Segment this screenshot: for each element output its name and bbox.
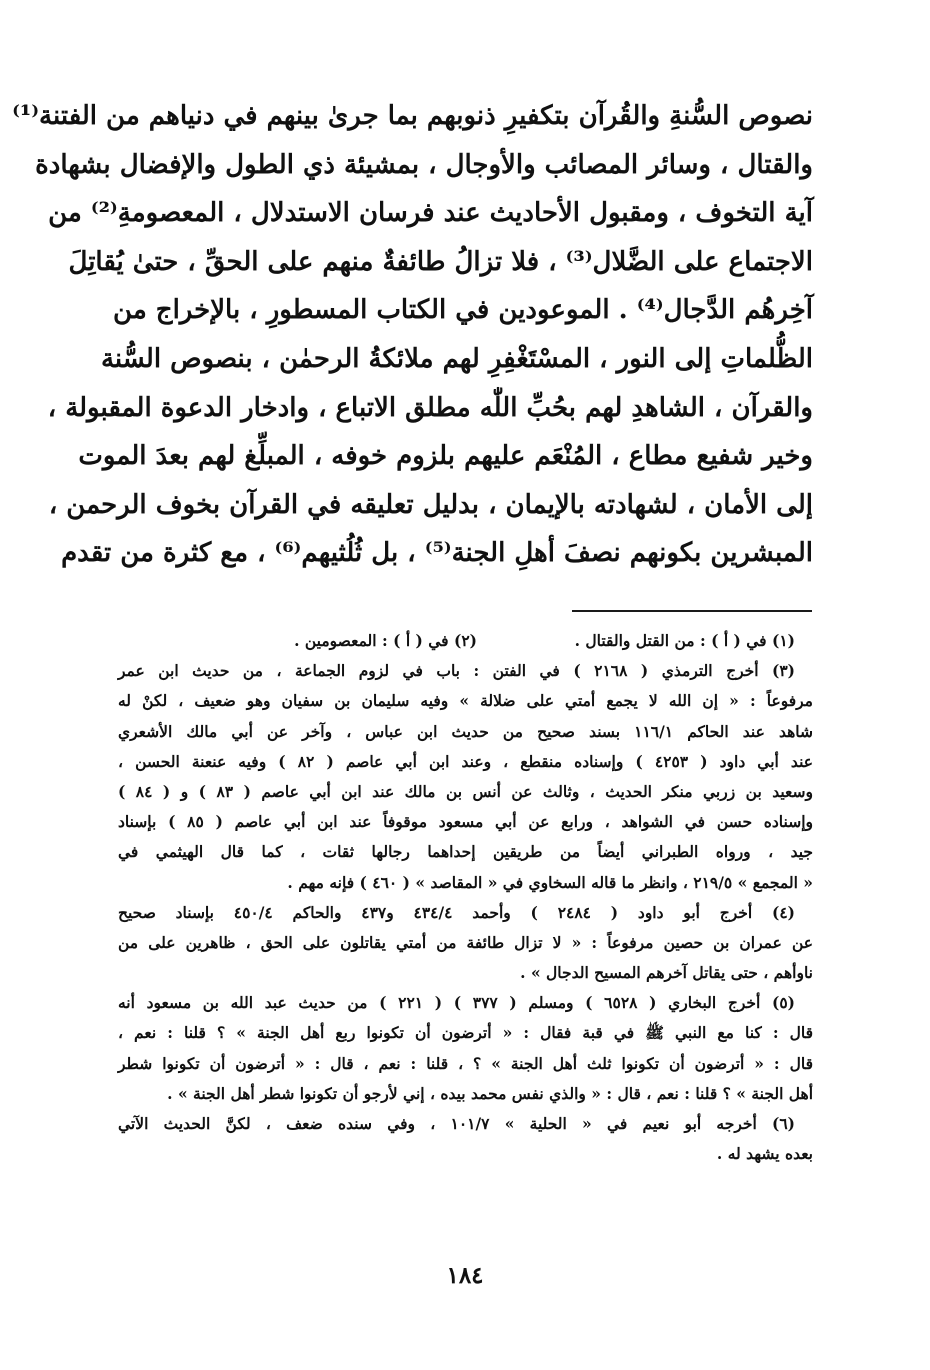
- footnote-6-line: (٦) أخرجه أبو نعيم في « الحلية » ١٠١/٧ ، وفي سنده ضعف ، لكنَّ الحديث الآتي: [118, 1114, 796, 1133]
- footnote-4: [118, 898, 813, 989]
- footnote-4-line: (٤) أخرج أبو داود ( ٢٤٨٤ ) وأحمد ٤٣٤/٤ و٤٣٧ والحاكم ٤٥٠/٤ بإسناد صحيح: [118, 902, 795, 922]
- main-text-body: [12, 92, 813, 578]
- main-text-line: وخير شفيع مطاع ، المُنْعَم عليهم بلزوم خوفه ، المبلِّغ لهم بعدَ الموت: [78, 441, 813, 472]
- footnote-3-line: عند أبي داود ( ٤٢٥٣ ) وإسناده منقطع ، وعند ابن أبي عاصم ( ٨٢ ) وفيه عنعنة الحسن ،: [118, 751, 813, 771]
- footnote-3-line: جيد ، ورواه الطبراني أيضاً من طريقين إحداهما رجالها ثقات ، كما قال الهيثمي في: [118, 842, 813, 862]
- footnote-2: (٢) في ( أ ) : المعصومين .: [294, 631, 477, 650]
- main-text-line: الظُّلماتِ إلى النور ، المسْتَغْفِرِ لهم ملائكةُ الرحمٰن ، بنصوص السُّنة: [100, 343, 813, 374]
- footnote-3-line: وإسناده حسن في الشواهد ، ورابع عن أبي مسعود موقوفاً عند ابن أبي عاصم ( ٨٥ ) بإسناد: [118, 812, 813, 832]
- main-text-line: والقرآن ، الشاهدِ لهم بحُبِّ اللّٰه مطلق الاتباع ، وادخار الدعوة المقبولة ،: [47, 392, 813, 423]
- footnote-5-line: قال : « أترضون أن تكونوا ثلث أهل الجنة » ؟ ، قلنا : نعم ، قال : « أترضون أن تكونوا شطر: [118, 1053, 813, 1073]
- footnote-4-line: ناوأهم ، حتى يقاتل آخرهم المسيح الدجال » .: [520, 963, 813, 983]
- main-text-line: آية التخوف ، ومقبول الأحاديث عند فرسان الاستدلال ، المعصومةِ⁽²⁾ من: [48, 198, 813, 229]
- main-text-line: آخِرهُم الدَّجال⁽⁴⁾ . الموعودين في الكتاب المسطورِ ، بالإخراج من: [113, 295, 813, 326]
- footnote-4-line: عن عمران بن حصين مرفوعاً : « لا تزال طائفة من أمتي يقاتلون على الحق ، ظاهرين على من: [118, 932, 813, 952]
- footnotes-section: [118, 626, 813, 1169]
- main-text-line: المبشرين بكونهم نصفَ أهلِ الجنة⁽⁵⁾ ، بل ثُلُثيهم⁽⁶⁾ ، مع كثرة من تقدم: [61, 538, 813, 569]
- footnote-1: (١) في ( أ ) : من القتل والقتال .: [574, 631, 795, 650]
- main-text-line: الاجتماع على الضَّلال⁽³⁾ ، فلا تزالُ طائفةٌ منهم على الحقِّ ، حتىٰ يُقاتِلَ: [68, 246, 813, 277]
- page-number: ١٨٤: [446, 1262, 484, 1289]
- main-text-line: نصوص السُّنةِ والقُرآن بتكفيرِ ذنوبهم بما جرىٰ بينهم في دنياهم من الفتنة⁽¹⁾: [12, 101, 813, 131]
- footnote-3-line: شاهد عند الحاكم ١١٦/١ بسند صحيح من حديث ابن عباس ، وآخر عن أبي مالك الأشعري: [118, 721, 813, 741]
- footnote-5-line: قال : كنا مع النبي ﷺ في قبة فقال : « أترضون أن تكونوا ربع أهل الجنة » ؟ قلنا : نعم ،: [118, 1023, 813, 1043]
- footnote-separator: [572, 610, 812, 612]
- main-text-line: إلى الأمان ، لشهادته بالإيمان ، بدليل تعليقه في القرآن بخوف الرحمن ،: [48, 489, 813, 520]
- footnote-3-line: مرفوعاً : « إن الله لا يجمع أمتي على ضلالة » وفيه سليمان بن سفيان وهو ضعيف ، لكنْ له: [118, 691, 813, 711]
- main-text-line: والقتال ، وسائر المصائب والأوجال ، بمشيئة ذي الطول والإفضال بشهادة: [35, 149, 813, 180]
- footnote-3: [118, 656, 813, 898]
- footnote-5: [118, 988, 813, 1109]
- footnote-row-1-2: [118, 626, 813, 656]
- footnote-5-line: (٥) أخرج البخاري ( ٦٥٢٨ ) ومسلم ( ٣٧٧ ) ( ٢٢١ ) من حديث عبد الله بن مسعود أنه: [118, 993, 795, 1013]
- footnote-6-line: بعده يشهد له .: [716, 1144, 813, 1164]
- footnote-3-line: (٣) أخرج الترمذي ( ٢١٦٨ ) في الفتن : باب في لزوم الجماعة ، من حديث ابن عمر: [118, 661, 795, 681]
- footnote-6: [118, 1109, 813, 1169]
- footnote-3-line: « المجمع » ٢١٩/٥ ، وانظر ما قاله السخاوي في « المقاصد » ( ٤٦٠ ) فإنه مهم .: [287, 872, 813, 892]
- footnote-5-line: أهل الجنة » ؟ قلنا : نعم ، قال : « والذي نفس محمد بيده ، إني لأرجو أن تكونوا شطر أهل الجنة » .: [167, 1083, 813, 1103]
- footnote-3-line: وسعيد بن زربي منكر الحديث ، وثالث عن أنس بن مالك عند ابن أبي عاصم ( ٨٣ ) و ( ٨٤ ): [118, 781, 813, 801]
